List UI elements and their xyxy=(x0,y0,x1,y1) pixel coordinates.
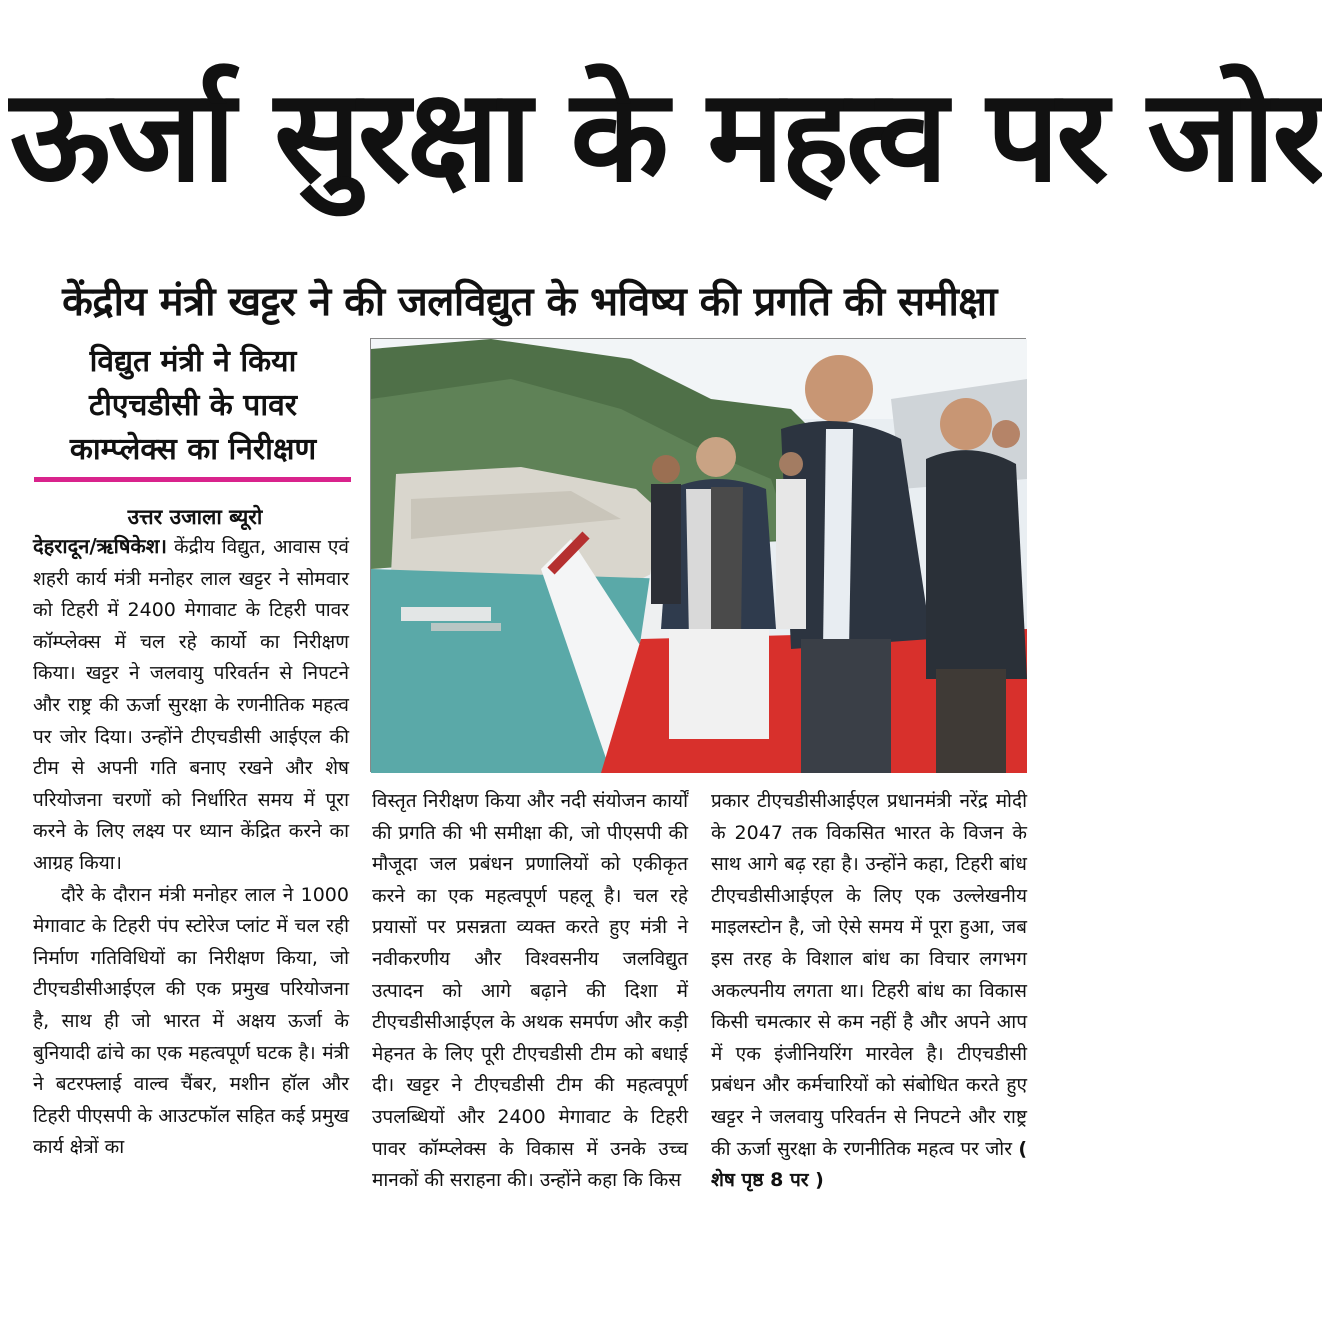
paragraph-text: केंद्रीय विद्युत, आवास एवं शहरी कार्य मंत्री मनोहर लाल खट्टर ने सोमवार को टिहरी में 2400 मेगावाट के टिहरी पावर कॉम्प्लेक्स में चल रहे कार्यो का निरीक्षण किया। खट्टर ने जलवायु परिवर्तन से निपटने और राष्ट्र की ऊर्जा सुरक्षा के रणनीतिक महत्व पर जोर दिया। उन्होंने टीएचडीसी आईएल की टीम से अपनी गति बनाए रखने और शेष परियोजना चरणों को निर्धारित समय में पूरा करने के लिए लक्ष्य पर ध्यान केंद्रित करने का आग्रह किया। xyxy=(33,536,350,874)
article-paragraph: दौरे के दौरान मंत्री मनोहर लाल ने 1000 मेगावाट के टिहरी पंप स्टोरेज प्लांट में चल रही निर्माण गतिविधियों का निरीक्षण किया, जो टीएचडीसीआईएल की एक प्रमुख परियोजना है, साथ ही जो भारत में अक्षय ऊर्जा के बुनियादी ढांचे का एक महत्वपूर्ण घटक है। मंत्री ने बटरफ्लाई वाल्व चैंबर, मशीन हॉल और टिहरी पीएसपी के आउटफॉल सहित कई प्रमुख कार्य क्षेत्रों का xyxy=(33,883,349,1159)
article-paragraph: विस्तृत निरीक्षण किया और नदी संयोजन कार्यों की प्रगति की भी समीक्षा की, जो पीएसपी की मौजूदा जल प्रबंधन प्रणालियों को एकीकृत करने का एक महत्वपूर्ण पहलू है। चल रहे प्रयासों पर प्रसन्नता व्यक्त करते हुए मंत्री ने नवीकरणीय और विश्वसनीय जलविद्युत उत्पादन को आगे बढ़ाने की दिशा में टीएचडीसीआईएल के अथक समर्पण और कड़ी मेहनत के लिए पूरी टीएचडीसी टीम को बधाई दी। खट्टर ने टीएचडीसी टीम की महत्वपूर्ण उपलब्धियों और 2400 मेगावाट के टिहरी पावर कॉम्प्लेक्स के विकास में उनके उच्च मानकों की सराहना की। उन्होंने कहा कि किस xyxy=(372,790,688,1192)
article-column-3 xyxy=(711,786,1027,1197)
kicker-line: विद्युत मंत्री ने किया xyxy=(89,344,297,379)
kicker xyxy=(28,340,358,472)
article-paragraph xyxy=(33,531,349,880)
byline: उत्तर उजाला ब्यूरो xyxy=(127,505,263,529)
dateline: देहरादून/ऋषिकेश। xyxy=(33,534,167,558)
kicker-line: काम्प्लेक्स का निरीक्षण xyxy=(69,432,317,467)
article-paragraph xyxy=(711,786,1027,1197)
news-photo xyxy=(370,338,1026,772)
headline: ऊर्जा सुरक्षा के महत्व पर जोर xyxy=(10,62,1322,211)
continued-note: ( शेष पृष्ठ 8 पर ) xyxy=(711,1137,1028,1192)
article-column-2 xyxy=(372,786,688,1197)
kicker-line: टीएचडीसी के पावर xyxy=(88,388,298,423)
article-column-1 xyxy=(33,531,349,1164)
dam-inspection-photo xyxy=(371,339,1027,773)
kicker-rule xyxy=(34,477,351,482)
subheadline: केंद्रीय मंत्री खट्टर ने की जलविद्युत के भविष्य की प्रगति की समीक्षा xyxy=(62,279,997,325)
paragraph-text: प्रकार टीएचडीसीआईएल प्रधानमंत्री नरेंद्र मोदी के 2047 तक विकसित भारत के विजन के साथ आगे बढ़ रहा है। उन्होंने कहा, टिहरी बांध टीएचडीसीआईएल के लिए एक उल्लेखनीय माइलस्टोन है, जो ऐसे समय में पूरा हुआ, जब इस तरह के विशाल बांध का विचार लगभग अकल्पनीय लगता था। टिहरी बांध का विकास किसी चमत्कार से कम नहीं है और अपने आप में एक इंजीनियरिंग मारवेल है। टीएचडीसी प्रबंधन और कर्मचारियों को संबोधित करते हुए खट्टर ने जलवायु परिवर्तन से निपटने और राष्ट्र की ऊर्जा सुरक्षा के रणनीतिक महत्व पर जोर xyxy=(711,790,1027,1160)
